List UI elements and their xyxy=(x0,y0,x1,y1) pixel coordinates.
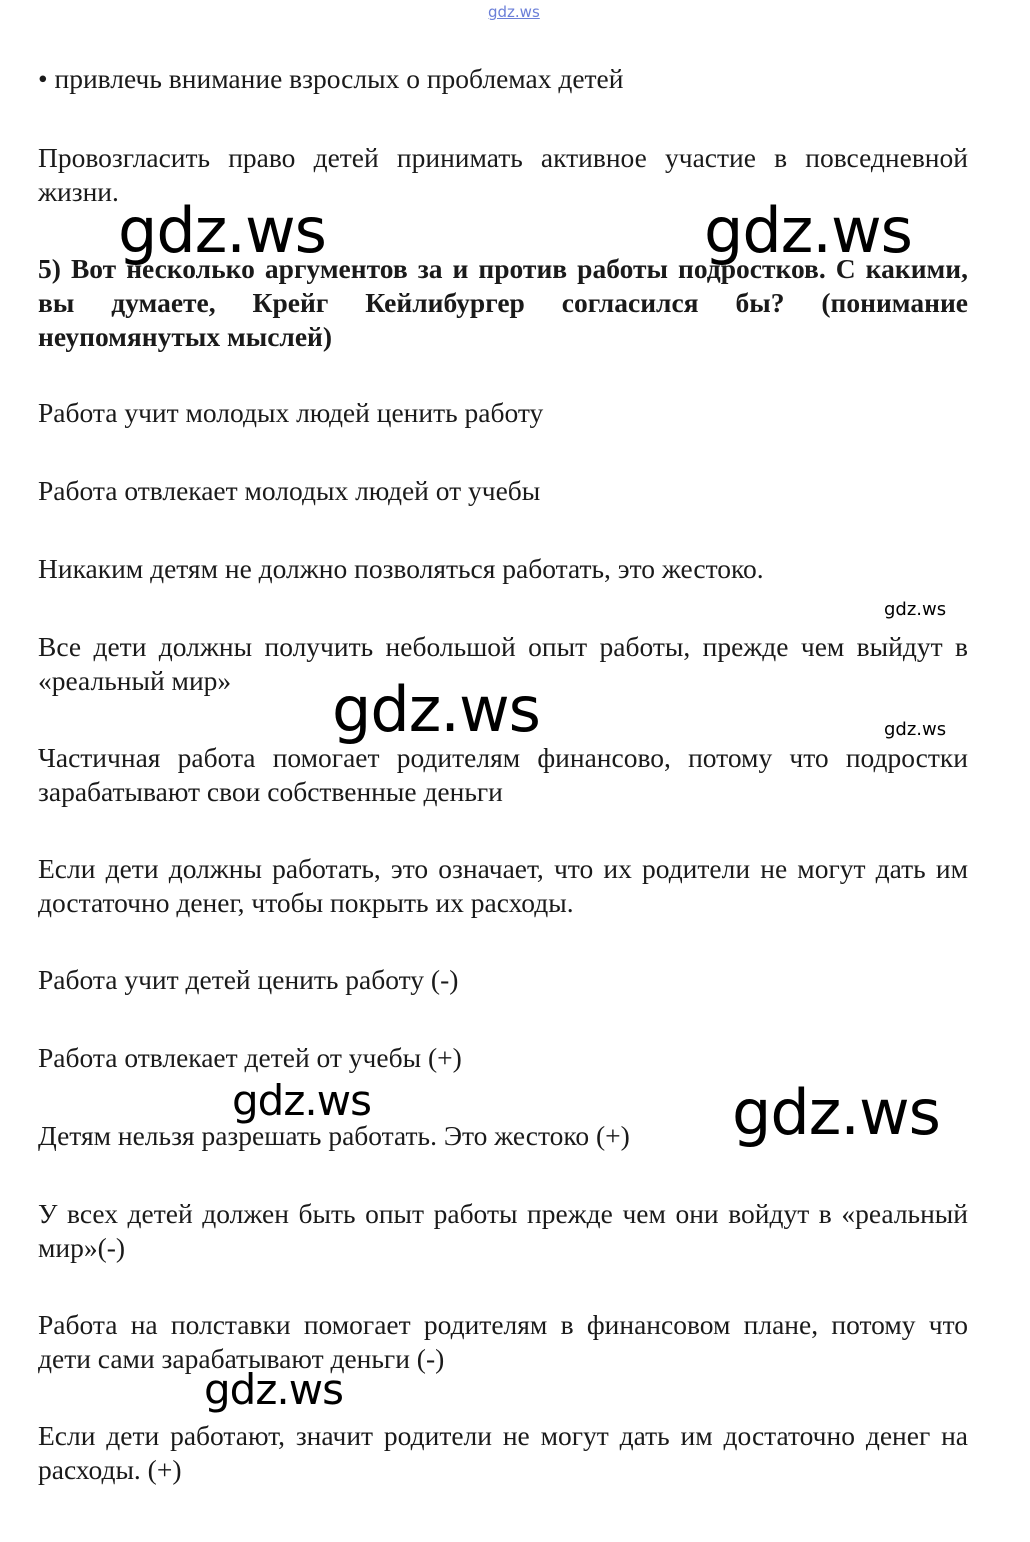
paragraph-bullet-attention: • привлечь внимание взрослых о проблемах детей xyxy=(38,63,624,94)
argument-3: Никаким детям не должно позволяться работать, это жестоко. xyxy=(38,553,764,584)
watermark: gdz.ws xyxy=(704,194,912,267)
watermark: gdz.ws xyxy=(118,194,326,267)
argument-5: Частичная работа помогает родителям финансово, потому что подростки зарабатывают свои собственные деньги xyxy=(38,742,968,807)
watermark: gdz.ws xyxy=(884,599,947,620)
argument-6: Если дети должны работать, это означает, что их родители не могут дать им достаточно денег, чтобы покрыть их расходы. xyxy=(38,853,968,918)
paragraph-proclaim-right: Провозгласить право детей принимать активное участие в повседневной жизни. xyxy=(38,142,968,207)
watermark: gdz.ws xyxy=(232,1076,371,1125)
top-site-link[interactable]: gdz.ws xyxy=(488,3,540,21)
watermark: gdz.ws xyxy=(884,719,947,740)
answer-2: Работа отвлекает детей от учебы (+) xyxy=(38,1042,462,1073)
question-heading: 5) Вот несколько аргументов за и против работы подростков. С какими, вы думаете, Крейг Кейлибургер согласился бы? (понимание неупомянутых мыслей) xyxy=(38,253,968,352)
answer-5: Работа на полставки помогает родителям в финансовом плане, потому что дети сами зарабатывают деньги (-) xyxy=(38,1309,968,1374)
watermark: gdz.ws xyxy=(332,673,540,746)
watermark: gdz.ws xyxy=(204,1365,343,1414)
answer-6: Если дети работают, значит родители не могут дать им достаточно денег на расходы. (+) xyxy=(38,1420,968,1485)
answer-4: У всех детей должен быть опыт работы прежде чем они войдут в «реальный мир»(-) xyxy=(38,1198,968,1263)
answer-1: Работа учит детей ценить работу (-) xyxy=(38,964,459,995)
argument-4: Все дети должны получить небольшой опыт работы, прежде чем выйдут в «реальный мир» xyxy=(38,631,968,696)
answer-3: Детям нельзя разрешать работать. Это жестоко (+) xyxy=(38,1120,630,1151)
watermark: gdz.ws xyxy=(732,1076,940,1149)
argument-2: Работа отвлекает молодых людей от учебы xyxy=(38,475,541,506)
argument-1: Работа учит молодых людей ценить работу xyxy=(38,397,544,428)
